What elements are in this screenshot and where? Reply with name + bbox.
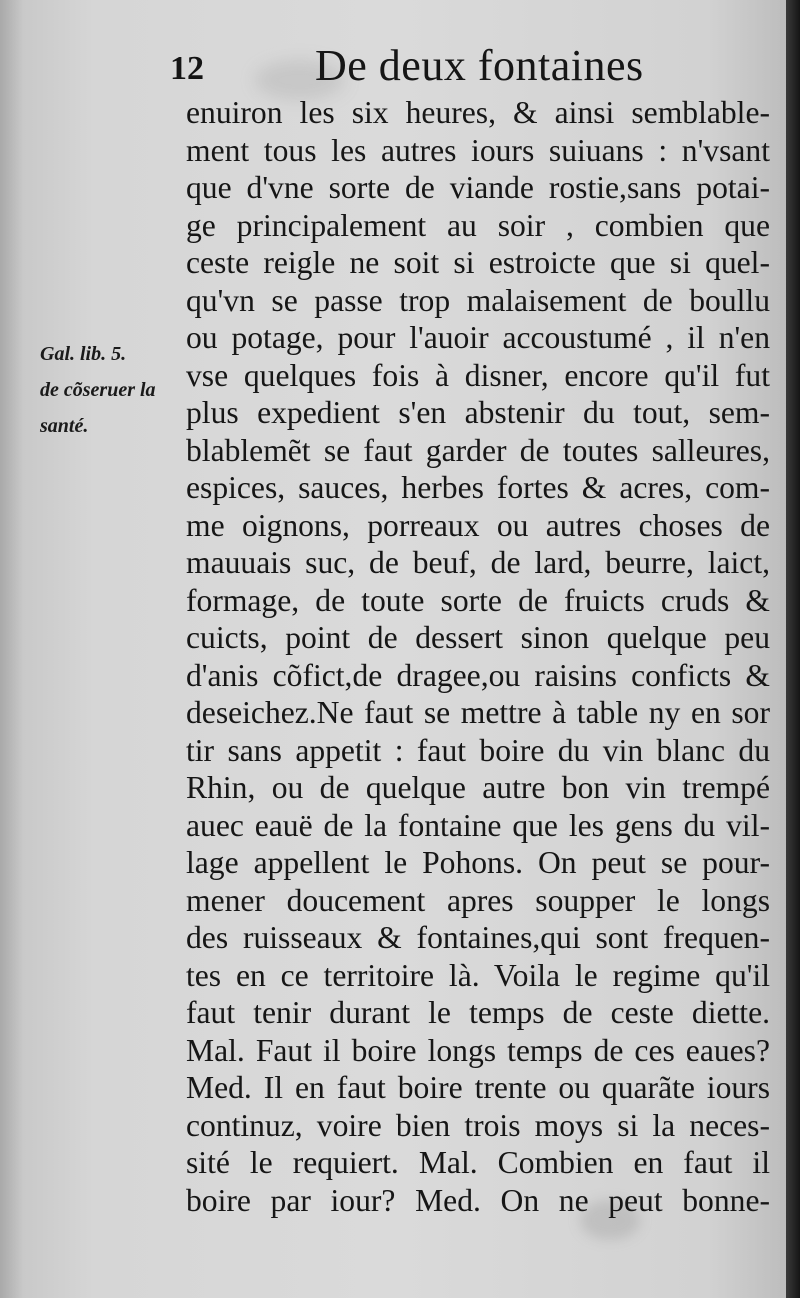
text-line: me oignons, porreaux ou autres choses de bbox=[186, 507, 770, 543]
text-line: que d'vne sorte de viande rostie,sans potai- bbox=[186, 170, 770, 205]
text-line: ceste reigle ne soit si estroicte que si quel- bbox=[186, 245, 770, 280]
text-line: blablemẽt se faut garder de toutes salleures, bbox=[186, 432, 770, 468]
margin-note bbox=[40, 336, 180, 444]
page-number: 12 bbox=[170, 50, 204, 87]
running-title: De deux fontaines bbox=[315, 41, 644, 90]
text-line: des ruisseaux & fontaines,qui sont frequen- bbox=[186, 920, 770, 955]
text-line: sité le requiert. Mal. Combien en faut il bbox=[186, 1145, 770, 1180]
text-line: formage, de toute sorte de fruicts cruds & bbox=[186, 582, 770, 618]
text-line: enuiron les six heures, & ainsi semblable- bbox=[186, 95, 770, 130]
text-line: Rhin, ou de quelque autre bon vin trempé bbox=[186, 770, 770, 805]
text-line: deseichez.Ne faut se mettre à table ny en sor bbox=[186, 695, 770, 730]
text-line: Mal. Faut il boire longs temps de ces eaues? bbox=[186, 1032, 770, 1068]
text-line: qu'vn se passe trop malaisement de boullu bbox=[186, 282, 770, 318]
text-line: lage appellent le Pohons. On peut se pour- bbox=[186, 845, 770, 880]
main-text-block bbox=[186, 94, 770, 1219]
text-line: ment tous les autres iours suiuans : n'vsant bbox=[186, 132, 770, 168]
text-line: tes en ce territoire là. Voila le regime qu'il bbox=[186, 957, 770, 993]
text-line: vse quelques fois à disner, encore qu'il fut bbox=[186, 357, 770, 393]
text-line: espices, sauces, herbes fortes & acres, com- bbox=[186, 470, 770, 505]
text-line: faut tenir durant le temps de ceste diette. bbox=[186, 995, 770, 1030]
text-line: ge principalement au soir , combien que bbox=[186, 207, 770, 243]
text-line: cuicts, point de dessert sinon quelque peu bbox=[186, 620, 770, 655]
text-line: auec eauë de la fontaine que les gens du vil- bbox=[186, 807, 770, 843]
text-line: d'anis cõfict,de dragee,ou raisins conficts & bbox=[186, 657, 770, 693]
text-line: mauuais suc, de beuf, de lard, beurre, laict, bbox=[186, 545, 770, 580]
book-edge-shadow bbox=[786, 0, 800, 1298]
margin-note-line: Gal. lib. 5. bbox=[40, 343, 127, 365]
margin-note-line: santé. bbox=[40, 415, 89, 437]
show-through-text bbox=[40, 505, 150, 615]
text-line: ou potage, pour l'auoir accoustumé , il n'en bbox=[186, 320, 770, 355]
margin-note-line: de cõseruer la bbox=[40, 379, 156, 401]
text-line: plus expedient s'en abstenir du tout, sem- bbox=[186, 395, 770, 430]
text-line: continuz, voire bien trois moys si la neces- bbox=[186, 1107, 770, 1143]
text-line: mener doucement apres soupper le longs bbox=[186, 882, 770, 918]
text-line: Med. Il en faut boire trente ou quarãte iours bbox=[186, 1070, 770, 1105]
text-line: boire par iour? Med. On ne peut bonne- bbox=[186, 1182, 770, 1218]
text-line: tir sans appetit : faut boire du vin blanc du bbox=[186, 732, 770, 768]
